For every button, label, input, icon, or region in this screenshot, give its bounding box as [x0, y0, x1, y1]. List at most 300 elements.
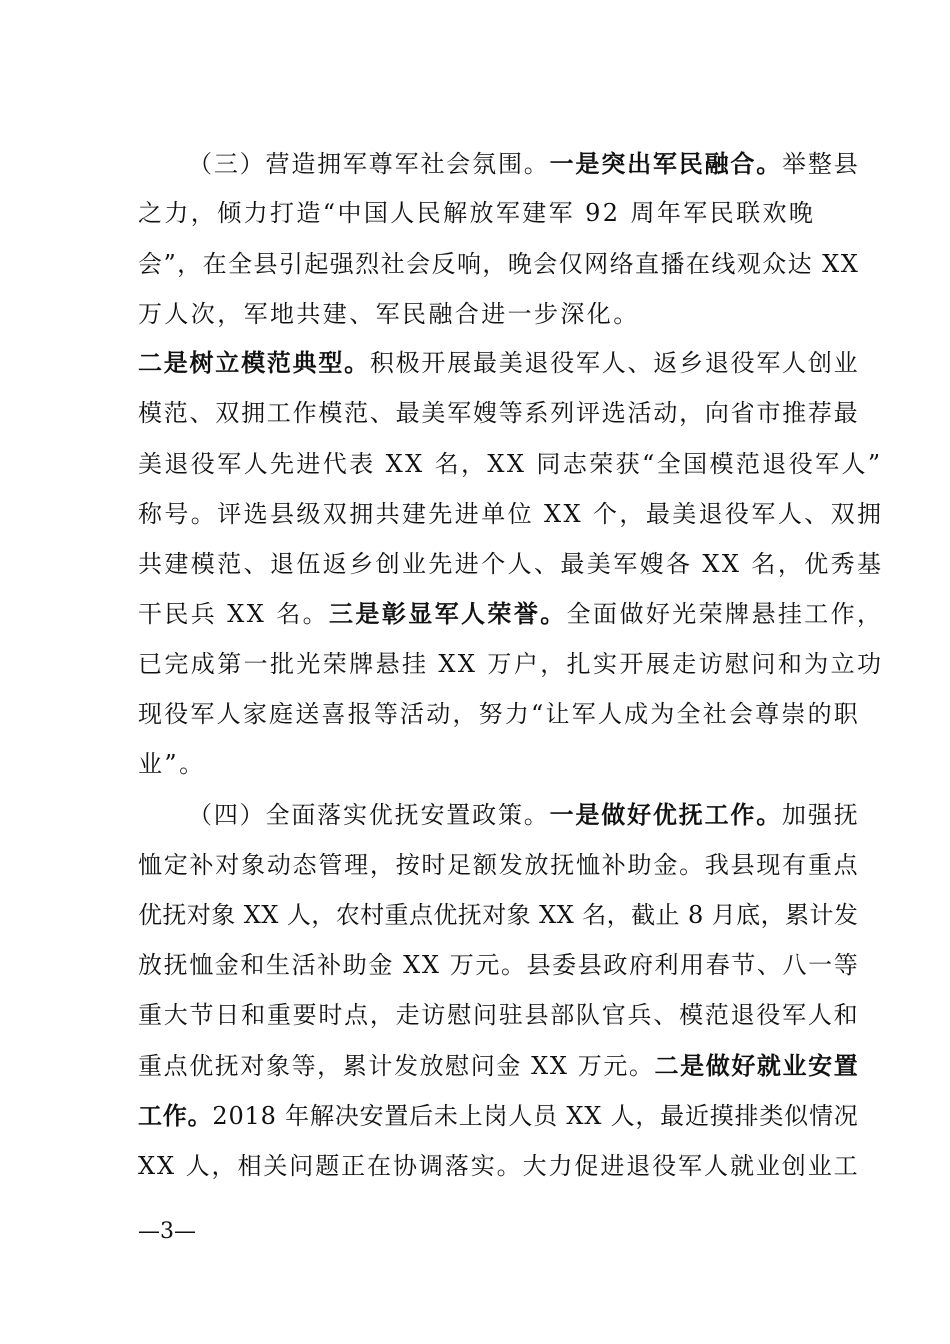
- text-char: 相: [237, 1152, 262, 1180]
- text-char: 县: [524, 1001, 549, 1029]
- text-char: 晚: [507, 250, 532, 278]
- text-char: 军: [571, 700, 596, 728]
- text-char: 拥: [241, 399, 266, 427]
- text-char: 要: [292, 1001, 317, 1029]
- text-char: ，: [452, 700, 477, 728]
- text-char: 起: [304, 250, 329, 278]
- text-char: 优: [138, 901, 162, 929]
- text-char: 人: [597, 700, 622, 728]
- text-char: [441, 949, 449, 983]
- text-char: 模: [679, 1001, 704, 1029]
- paragraph-line: [138, 999, 858, 1033]
- text-char: 队: [576, 1001, 601, 1029]
- text-char: 政: [472, 801, 497, 829]
- text-char: 动: [653, 399, 678, 427]
- text-char: 底: [736, 901, 761, 929]
- text-char: 政: [603, 951, 628, 979]
- text-char: X: [261, 901, 279, 929]
- text-char: 近: [684, 1102, 709, 1130]
- text-char: 有: [782, 851, 807, 879]
- bold-heading-char: 作: [162, 1101, 187, 1130]
- text-char: 摸: [709, 1102, 734, 1130]
- text-char: 对: [186, 901, 211, 929]
- text-char: 象: [211, 901, 236, 929]
- text-char: 人: [216, 700, 241, 728]
- text-char: 役: [756, 1001, 781, 1029]
- paragraph-line: [138, 748, 205, 782]
- text-char: 。: [523, 150, 548, 178]
- text-char: 1: [244, 1102, 260, 1130]
- text-char: 市: [756, 399, 781, 427]
- text-char: 。: [679, 851, 704, 879]
- bold-heading-char: 典: [292, 348, 317, 377]
- bold-heading-char: 民: [678, 149, 703, 178]
- text-char: 尊: [368, 150, 393, 178]
- text-segment: 干民兵 XX 名。: [138, 600, 330, 628]
- text-char: 军: [190, 700, 215, 728]
- text-char: 类: [759, 1102, 784, 1130]
- paragraph-line: [138, 1150, 858, 1184]
- bold-heading-char: 作: [730, 800, 755, 829]
- text-char: 尊: [755, 700, 780, 728]
- text-char: 重: [138, 1001, 162, 1029]
- text-char: 在: [202, 250, 227, 278]
- text-char: 大: [163, 1001, 188, 1029]
- paragraph-line: [138, 197, 815, 231]
- text-char: 县: [833, 150, 858, 178]
- paragraph-line: [138, 1100, 858, 1134]
- text-char: 业: [807, 1152, 832, 1180]
- text-char: 优: [433, 901, 458, 929]
- bold-heading-char: 业: [782, 1051, 807, 1080]
- text-char: 月: [711, 901, 736, 929]
- text-char: 优: [368, 801, 393, 829]
- text-char: 职: [833, 700, 858, 728]
- text-char: 进: [600, 1152, 625, 1180]
- text-char: 努: [478, 700, 503, 728]
- text-char: 军: [447, 399, 472, 427]
- bold-heading-char: 树: [189, 348, 214, 377]
- text-char: [569, 1050, 577, 1084]
- text-char: 工: [266, 399, 291, 427]
- text-char: 点: [408, 901, 433, 929]
- bold-heading-char: 。: [756, 149, 781, 178]
- text-char: “: [531, 700, 544, 728]
- bold-heading-char: 二: [138, 348, 162, 377]
- text-char: 最: [660, 1102, 685, 1130]
- text-char: [522, 1050, 530, 1084]
- text-char: 累: [342, 1052, 367, 1080]
- text-char: 崇: [781, 700, 806, 728]
- text-char: 题: [315, 1152, 340, 1180]
- text-char: 抚: [214, 1052, 239, 1080]
- text-char: 抚: [550, 851, 575, 879]
- text-char: （: [188, 801, 212, 829]
- text-char: 全: [676, 700, 701, 728]
- text-char: ）: [239, 150, 264, 178]
- text-char: 决: [334, 1102, 359, 1130]
- bold-heading-char: 。: [756, 800, 781, 829]
- text-char: 排: [734, 1102, 759, 1130]
- text-char: 现: [756, 851, 781, 879]
- text-char: X: [403, 951, 421, 979]
- text-char: 军: [342, 150, 367, 178]
- text-char: 优: [189, 1052, 214, 1080]
- text-segment: 全面做好光荣牌悬挂工作，: [566, 600, 884, 628]
- text-char: 嫂: [472, 399, 497, 427]
- text-char: ，: [635, 1102, 660, 1130]
- paragraph-line: [138, 248, 858, 282]
- text-char: 安: [359, 1102, 384, 1130]
- paragraph-line: [138, 698, 858, 732]
- text-char: 上: [458, 1102, 483, 1130]
- text-char: 成: [624, 700, 649, 728]
- text-char: 抚: [162, 901, 187, 929]
- text-char: X: [566, 1102, 584, 1130]
- text-char: 、: [756, 951, 781, 979]
- text-char: 让: [545, 700, 570, 728]
- text-char: 置: [384, 1102, 409, 1130]
- text-char: 、: [627, 349, 652, 377]
- text-segment: 已完成第一批光荣牌悬挂 XX 万户，扎实开展走访慰问和为立功: [138, 650, 884, 678]
- text-char: 委: [552, 951, 577, 979]
- text-char: 引: [278, 250, 303, 278]
- bold-heading-char: 一: [549, 149, 574, 178]
- text-char: 情: [808, 1102, 833, 1130]
- text-char: X: [539, 901, 557, 929]
- bold-heading-char: 抚: [678, 800, 703, 829]
- text-char: 、: [369, 399, 394, 427]
- text-char: 送: [295, 700, 320, 728]
- text-char: 金: [653, 851, 678, 879]
- text-char: 创: [807, 349, 832, 377]
- text-char: 役: [164, 700, 189, 728]
- text-char: X: [421, 951, 439, 979]
- text-char: [277, 1100, 285, 1134]
- text-char: X: [584, 1102, 602, 1130]
- text-char: 问: [470, 1052, 495, 1080]
- text-char: 放: [524, 851, 549, 879]
- text-char: 问: [472, 1001, 497, 1029]
- text-char: 补: [189, 851, 214, 879]
- text-char: [394, 949, 402, 983]
- text-char: 面: [291, 801, 316, 829]
- text-char: 万: [449, 951, 474, 979]
- text-char: ，: [369, 851, 394, 879]
- text-char: 动: [266, 851, 291, 879]
- text-char: 点: [163, 1052, 188, 1080]
- text-char: 万: [577, 1052, 602, 1080]
- text-char: X: [549, 1052, 567, 1080]
- text-char: 就: [729, 1152, 754, 1180]
- text-char: 正: [341, 1152, 366, 1180]
- text-char: 抚: [394, 801, 419, 829]
- text-char: 最: [395, 399, 420, 427]
- text-char: 后: [409, 1102, 434, 1130]
- page-number: —3—: [138, 1219, 196, 1244]
- bold-heading-char: 二: [654, 1051, 679, 1080]
- text-char: 部: [550, 1001, 575, 1029]
- text-char: 营: [265, 150, 290, 178]
- text-char: ，: [317, 1052, 342, 1080]
- text-segment: 称号。评选县级双拥共建先进单位 XX 个，最美退役军人、双拥: [138, 500, 884, 528]
- text-char: [602, 1100, 610, 1134]
- text-char: 业: [833, 349, 858, 377]
- text-char: 军: [394, 150, 419, 178]
- text-char: 利: [654, 951, 679, 979]
- bold-heading-char: 做: [601, 800, 626, 829]
- text-char: 和: [833, 1001, 858, 1029]
- text-char: 返: [653, 349, 678, 377]
- text-char: 会: [533, 250, 558, 278]
- text-char: 选: [601, 399, 626, 427]
- text-char: 范: [704, 1001, 729, 1029]
- text-char: 时: [318, 1001, 343, 1029]
- paragraph-line: [138, 347, 858, 381]
- text-char: 等: [373, 700, 398, 728]
- text-char: ）: [239, 801, 264, 829]
- text-char: 实: [342, 801, 367, 829]
- text-char: 模: [318, 399, 343, 427]
- bold-heading-char: 置: [833, 1051, 858, 1080]
- text-char: 生: [265, 951, 290, 979]
- text-char: 用: [680, 951, 705, 979]
- bold-heading-char: 范: [266, 348, 291, 377]
- text-char: 观: [736, 250, 761, 278]
- text-char: 计: [368, 1052, 393, 1080]
- text-char: 围: [497, 150, 522, 178]
- text-char: 点: [344, 1001, 369, 1029]
- text-char: 协: [392, 1152, 417, 1180]
- text-char: ，: [311, 901, 336, 929]
- text-char: 最: [472, 349, 497, 377]
- text-char: 员: [533, 1102, 558, 1130]
- text-char: 的: [807, 700, 832, 728]
- bold-heading-char: 做: [705, 1051, 730, 1080]
- text-char: 举: [782, 150, 807, 178]
- text-char: 对: [240, 1052, 265, 1080]
- text-char: 役: [652, 1152, 677, 1180]
- text-char: 累: [785, 901, 809, 929]
- text-char: 管: [318, 851, 343, 879]
- bold-heading-char: 模: [241, 348, 266, 377]
- text-char: [236, 899, 244, 933]
- text-char: X: [531, 1052, 549, 1080]
- text-char: 作: [292, 399, 317, 427]
- text-char: 社: [380, 250, 405, 278]
- text-char: 节: [189, 1001, 214, 1029]
- text-char: 春: [705, 951, 730, 979]
- bold-heading-char: 工: [138, 1101, 162, 1130]
- text-char: 重: [266, 1001, 291, 1029]
- text-char: 。: [500, 951, 525, 979]
- text-char: 恤: [576, 851, 601, 879]
- text-char: 反: [431, 250, 456, 278]
- bold-heading-char: 安: [808, 1051, 833, 1080]
- text-char: 模: [138, 399, 162, 427]
- text-char: 官: [601, 1001, 626, 1029]
- text-char: 足: [447, 851, 472, 879]
- bold-heading-char: 好: [731, 1051, 756, 1080]
- text-char: 助: [342, 951, 367, 979]
- text-char: 截: [631, 901, 656, 929]
- text-char: 县: [526, 951, 551, 979]
- text-char: 补: [601, 851, 626, 879]
- paragraph-line: [138, 498, 883, 532]
- text-char: 双: [215, 399, 240, 427]
- text-char: 开: [421, 349, 446, 377]
- text-char: 兵: [627, 1001, 652, 1029]
- text-char: ，: [760, 901, 785, 929]
- paragraph-line: [138, 598, 883, 632]
- text-char: ，: [369, 1001, 394, 1029]
- paragraph-line: [138, 949, 858, 983]
- paragraph-line: [138, 1050, 858, 1084]
- text-char: ，: [482, 250, 507, 278]
- bold-heading-char: 好: [627, 800, 652, 829]
- text-char: 达: [787, 250, 812, 278]
- text-char: 2: [212, 1102, 228, 1130]
- text-char: 解: [309, 1102, 334, 1130]
- text-char: 力: [548, 1152, 573, 1180]
- text-char: 整: [807, 150, 832, 178]
- bold-heading-char: 军: [652, 149, 677, 178]
- text-char: 象: [241, 851, 266, 879]
- text-char: 恤: [138, 851, 162, 879]
- text-char: 退: [730, 1001, 755, 1029]
- text-char: 时: [421, 851, 446, 879]
- text-char: 元: [475, 951, 500, 979]
- text-char: ，: [606, 901, 631, 929]
- text-char: 人: [610, 1102, 635, 1130]
- text-char: 恤: [189, 951, 214, 979]
- text-char: 社: [702, 700, 727, 728]
- bold-heading-char: 。: [344, 348, 369, 377]
- text-char: 创: [781, 1152, 806, 1180]
- text-char: 、: [189, 399, 214, 427]
- text-char: [279, 899, 287, 933]
- text-char: 列: [550, 399, 575, 427]
- text-char: 象: [265, 1052, 290, 1080]
- text-char: 活: [291, 951, 316, 979]
- text-char: 额: [472, 851, 497, 879]
- text-char: 会: [728, 700, 753, 728]
- text-char: 氛: [472, 150, 497, 178]
- text-char: 访: [421, 1001, 446, 1029]
- text-char: X: [157, 1152, 175, 1180]
- text-char: 按: [395, 851, 420, 879]
- text-char: 我: [704, 851, 729, 879]
- text-char: 系: [524, 399, 549, 427]
- text-char: 报: [347, 700, 372, 728]
- text-char: 强: [807, 801, 832, 829]
- text-char: 三: [213, 150, 238, 178]
- text-char: 落: [444, 1152, 469, 1180]
- text-char: 对: [215, 851, 240, 879]
- text-char: 象: [506, 901, 531, 929]
- bold-heading-char: 立: [215, 348, 240, 377]
- text-char: 网: [584, 250, 609, 278]
- text-char: 日: [215, 1001, 240, 1029]
- text-char: 人: [601, 349, 626, 377]
- text-char: 未: [433, 1102, 458, 1130]
- text-char: 态: [292, 851, 317, 879]
- text-char: 仅: [558, 250, 583, 278]
- text-char: 对: [482, 901, 507, 929]
- text-char: ，: [211, 1152, 236, 1180]
- text-char: X: [822, 250, 840, 278]
- text-char: 等: [498, 399, 523, 427]
- text-char: 府: [628, 951, 653, 979]
- text-char: 人: [185, 1152, 210, 1180]
- text-char: 人: [508, 1102, 533, 1130]
- text-char: 县: [253, 250, 278, 278]
- paragraph-line: [138, 448, 883, 482]
- text-char: 走: [395, 1001, 420, 1029]
- text-char: 展: [447, 349, 472, 377]
- text-char: 退: [524, 349, 549, 377]
- text-char: 人: [704, 1152, 729, 1180]
- text-char: 节: [731, 951, 756, 979]
- text-char: ”: [163, 250, 176, 278]
- text-char: 评: [576, 399, 601, 427]
- text-segment: 万人次，军地共建、军民融合进一步深化。: [138, 300, 640, 328]
- text-char: 荐: [807, 399, 832, 427]
- text-char: 乡: [679, 349, 704, 377]
- text-char: 在: [367, 1152, 392, 1180]
- text-char: 加: [782, 801, 807, 829]
- text-char: 军: [756, 349, 781, 377]
- text-char: （: [188, 150, 212, 178]
- text-char: 推: [782, 399, 807, 427]
- text-char: 定: [163, 851, 188, 879]
- text-char: 重: [384, 901, 409, 929]
- text-char: 响: [456, 250, 481, 278]
- text-char: 放: [419, 1052, 444, 1080]
- text-char: 动: [426, 700, 451, 728]
- text-char: 等: [291, 1052, 316, 1080]
- text-char: 发: [393, 1052, 418, 1080]
- text-char: [531, 899, 539, 933]
- bold-heading-char: 优: [652, 800, 677, 829]
- text-char: 名: [582, 901, 607, 929]
- bold-heading-char: 是: [575, 149, 600, 178]
- text-char: 。: [628, 1052, 653, 1080]
- text-char: 会: [406, 250, 431, 278]
- text-char: [574, 899, 582, 933]
- text-char: 活: [400, 700, 425, 728]
- text-char: 积: [369, 349, 394, 377]
- text-char: 0: [228, 1102, 244, 1130]
- text-segment: 美退役军人先进代表 XX 名，XX 同志荣获“全国模范退役军人”: [138, 450, 883, 478]
- text-char: 家: [242, 700, 267, 728]
- text-char: 烈: [355, 250, 380, 278]
- text-char: 县: [730, 851, 755, 879]
- text-char: 强: [329, 250, 354, 278]
- text-char: 庭: [269, 700, 294, 728]
- text-char: 金: [496, 1052, 521, 1080]
- text-char: 范: [344, 399, 369, 427]
- text-char: 安: [420, 801, 445, 829]
- paragraph-line: [138, 298, 640, 332]
- text-char: 发: [833, 901, 858, 929]
- text-char: 、: [653, 1001, 678, 1029]
- text-char: 役: [730, 349, 755, 377]
- text-char: ，: [177, 250, 202, 278]
- text-char: 络: [609, 250, 634, 278]
- text-char: 元: [603, 1052, 628, 1080]
- text-char: 最: [833, 399, 858, 427]
